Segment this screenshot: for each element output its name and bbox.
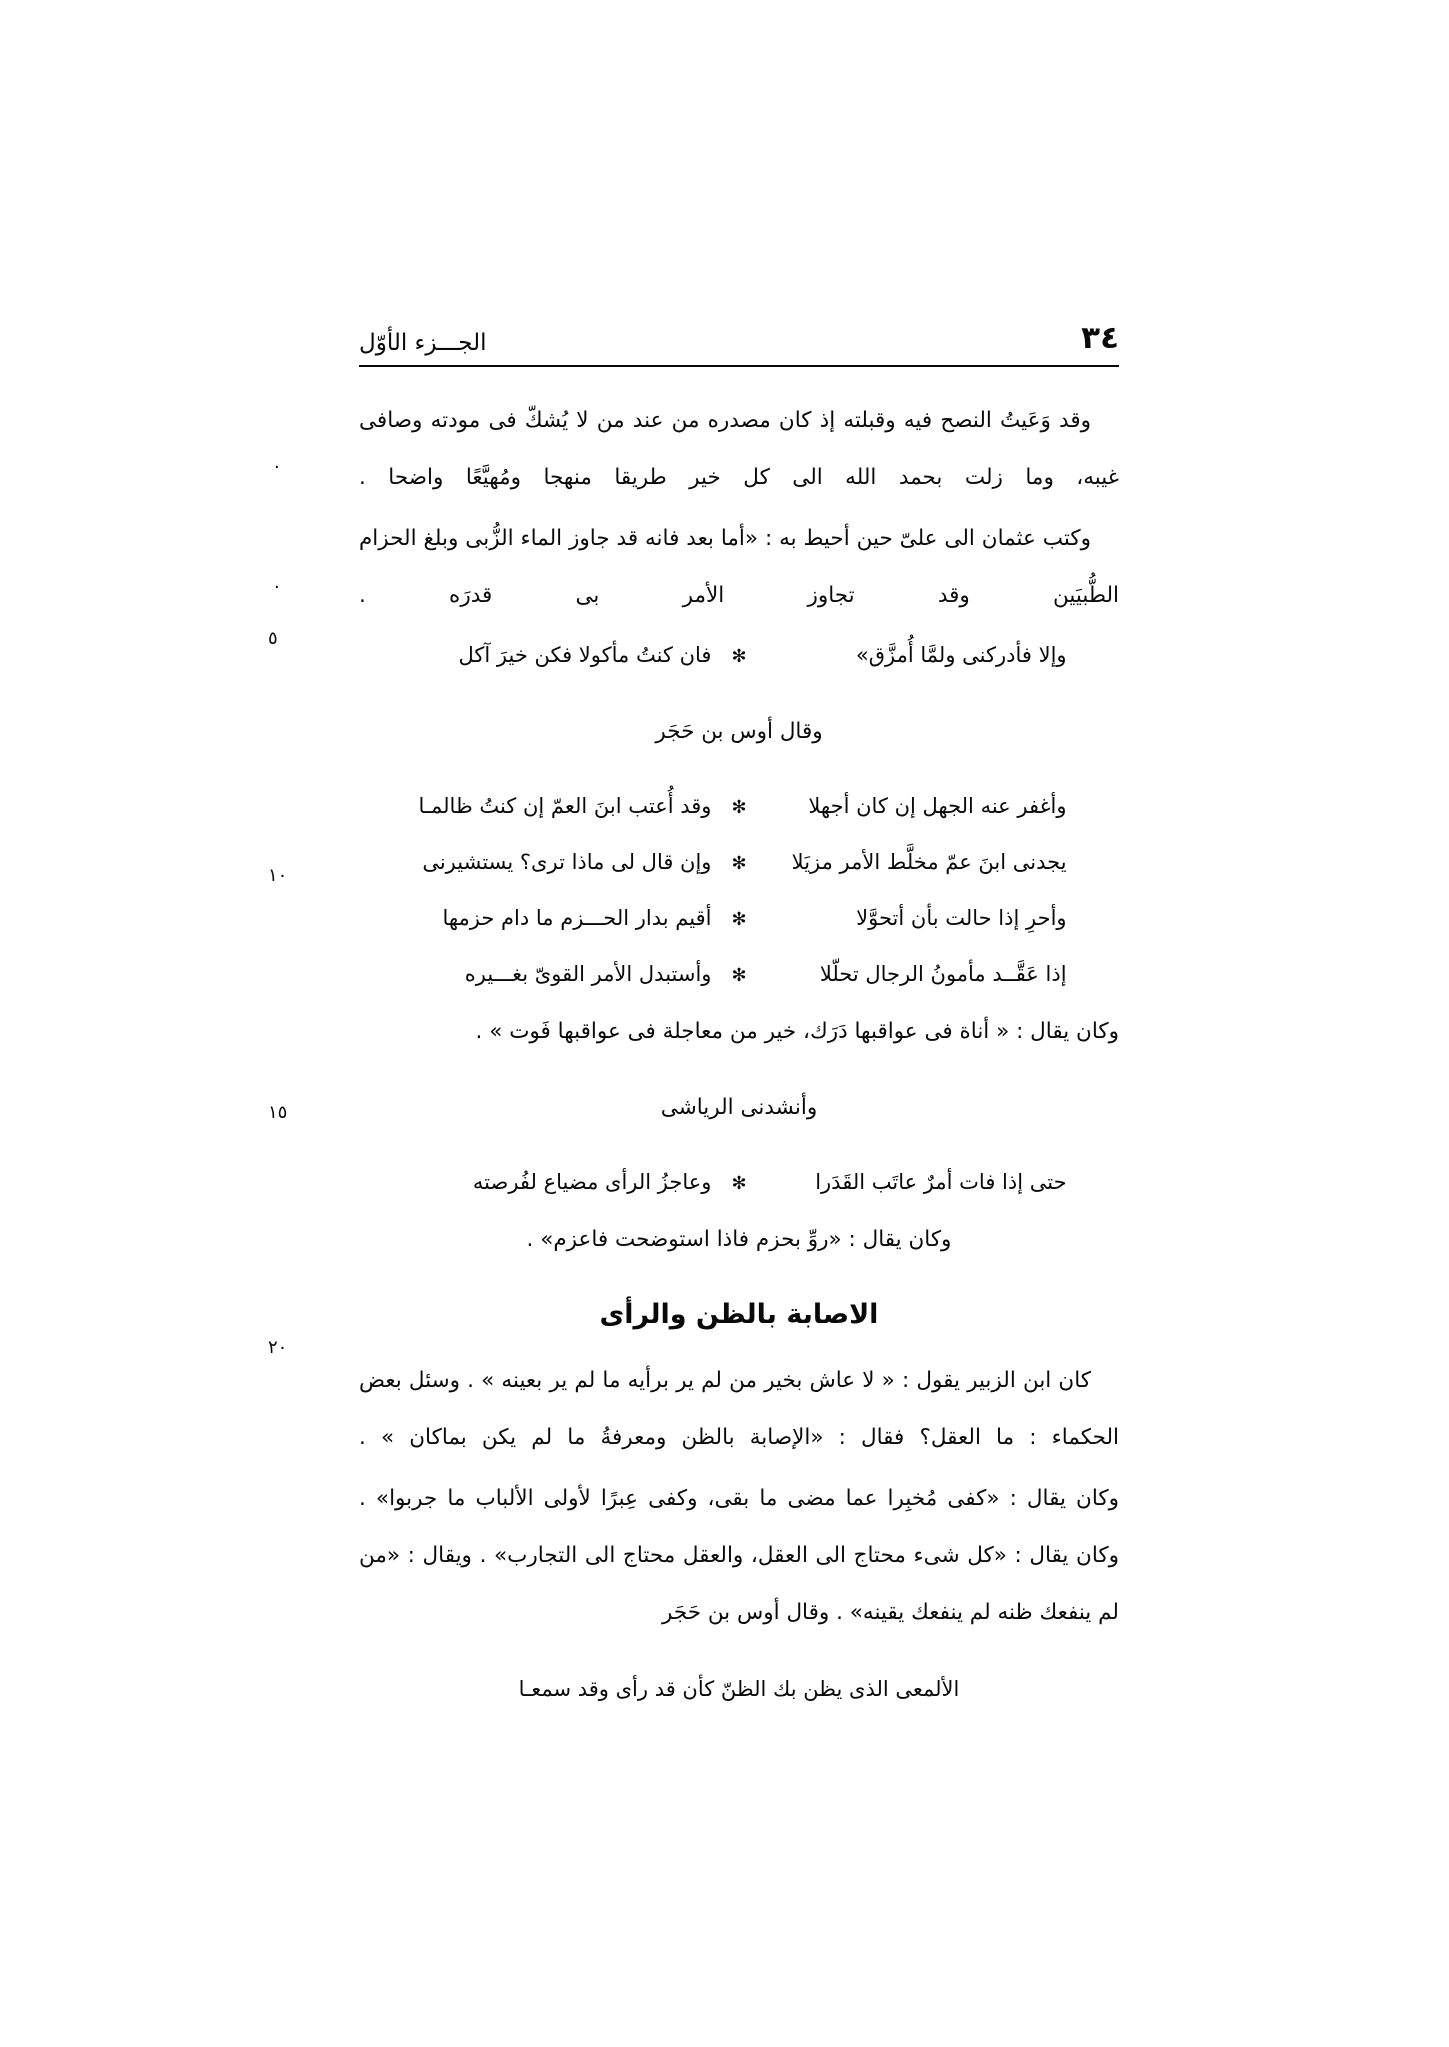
line-number-15: ١٥ [268,1102,288,1123]
verse-hemistich-second: وإلا فأدركنى ولمَّا أُمزَّق» [855,643,1067,667]
verse-separator-icon: ✻ [731,1173,747,1194]
line-number-20: ٢٠ [268,1337,288,1358]
paragraph: وكان يقال : « أناة فى عواقبها دَرَك، خير من معاجلة فى عواقبها فَوت » . [475,1019,1119,1044]
verse-hemistich-first: وقد أُعتب ابنَ العمّ إن كنتُ ظالمـا [418,794,712,818]
verse-line [359,835,1119,891]
verse-hemistich-second: إذا عَقَّــد مأمونُ الرجال تحلّلا [819,962,1067,986]
margin-dot: . [274,572,280,593]
page-body [359,392,1119,1738]
verse-hemistich-first: أقيم بدار الحـــزم ما دام حزمها [442,906,712,930]
verse-hemistich-second: حتى إذا فات أمرٌ عاتَب القَدَرا [815,1170,1067,1194]
verse-hemistich-first: وأستبدل الأمر القوىّ بغـــيره [464,962,712,986]
page-number: ٣٤ [1081,320,1119,356]
verse-separator-icon: ✻ [731,853,747,874]
verse-hemistich-second: يجدنى ابنَ عمّ مخلَّط الأمر مزيَلا [791,850,1067,874]
verse-separator-icon: ✻ [731,646,747,667]
paragraph: وكتب عثمان الى علىّ حين أحيط به : «أما بعد فانه قد جاوز الماء الزُّبى وبلغ الحزام الطُّبيَين وقد تجاوز الأمر بى قدرَه . [359,526,1119,608]
attribution-line: وقال أوس بن حَجَر [655,718,823,744]
section-heading: الاصابة بالظن والرأى [599,1299,879,1330]
paragraph: وكان يقال : «كفى مُخبِرا عما مضى ما بقى، وكفى عِبرًا لأولى الألباب ما جربوا» . وكان يقال : «كل شىء محتاج الى العقل، والعقل محتاج الى التجارب» . ويقال : «من لم ينفعك ظنه لم ينفعك يقينه» . وقال أوس بن حَجَر [359,1486,1119,1625]
paragraph: وكان يقال : «روِّ بحزم فاذا استوضحت فاعزم» . [526,1227,952,1252]
verse-hemistich-first: وإن قال لى ماذا ترى؟ يستشيرنى [422,850,712,874]
verse-hemistich-first: فان كنتُ مأكولا فكن خيرَ آكل [458,643,712,667]
verse-separator-icon: ✻ [731,909,747,930]
header-rule [359,365,1119,367]
paragraph: وقد وَعَيتُ النصح فيه وقبلته إذ كان مصدره من عند من لا يُشكّ فى مودته وصافى غيبه، وما زلت بحمد الله الى كل خير طريقا منهجا ومُهيَّعًا واضحا . [359,408,1119,490]
paragraph: كان ابن الزبير يقول : « لا عاش بخير من لم ير برأيه ما لم ير بعينه » . وسئل بعض الحكماء : ما العقل؟ فقال : «الإصابة بالظن ومعرفةُ ما لم يكن بماكان » . [359,1368,1119,1450]
verse-line: الألمعى الذى يظن بك الظنّ كأن قد رأى وقد سمعـا [518,1677,960,1701]
verse-line [359,628,1119,684]
line-number-10: ١٠ [268,865,288,886]
verse-line [359,1155,1119,1211]
running-head-title: الجـــزء الأوّل [359,330,487,356]
attribution-line: وأنشدنى الرياشى [660,1094,818,1120]
margin-line-numbers [268,392,328,1692]
verse-hemistich-second: وأغفر عنه الجهل إن كان أجهلا [808,794,1067,818]
verse-hemistich-first: وعاجزُ الرأى مضياع لفُرصته [472,1170,712,1194]
verse-line [359,779,1119,835]
verse-separator-icon: ✻ [731,965,747,986]
page-header [359,300,1119,356]
line-number-5: ٥ [268,628,278,649]
verse-line [359,947,1119,1003]
verse-separator-icon: ✻ [731,797,747,818]
verse-line [359,891,1119,947]
verse-hemistich-second: وأحرِ إذا حالت بأن أتحوَّلا [856,906,1067,930]
margin-dot: . [274,452,280,473]
